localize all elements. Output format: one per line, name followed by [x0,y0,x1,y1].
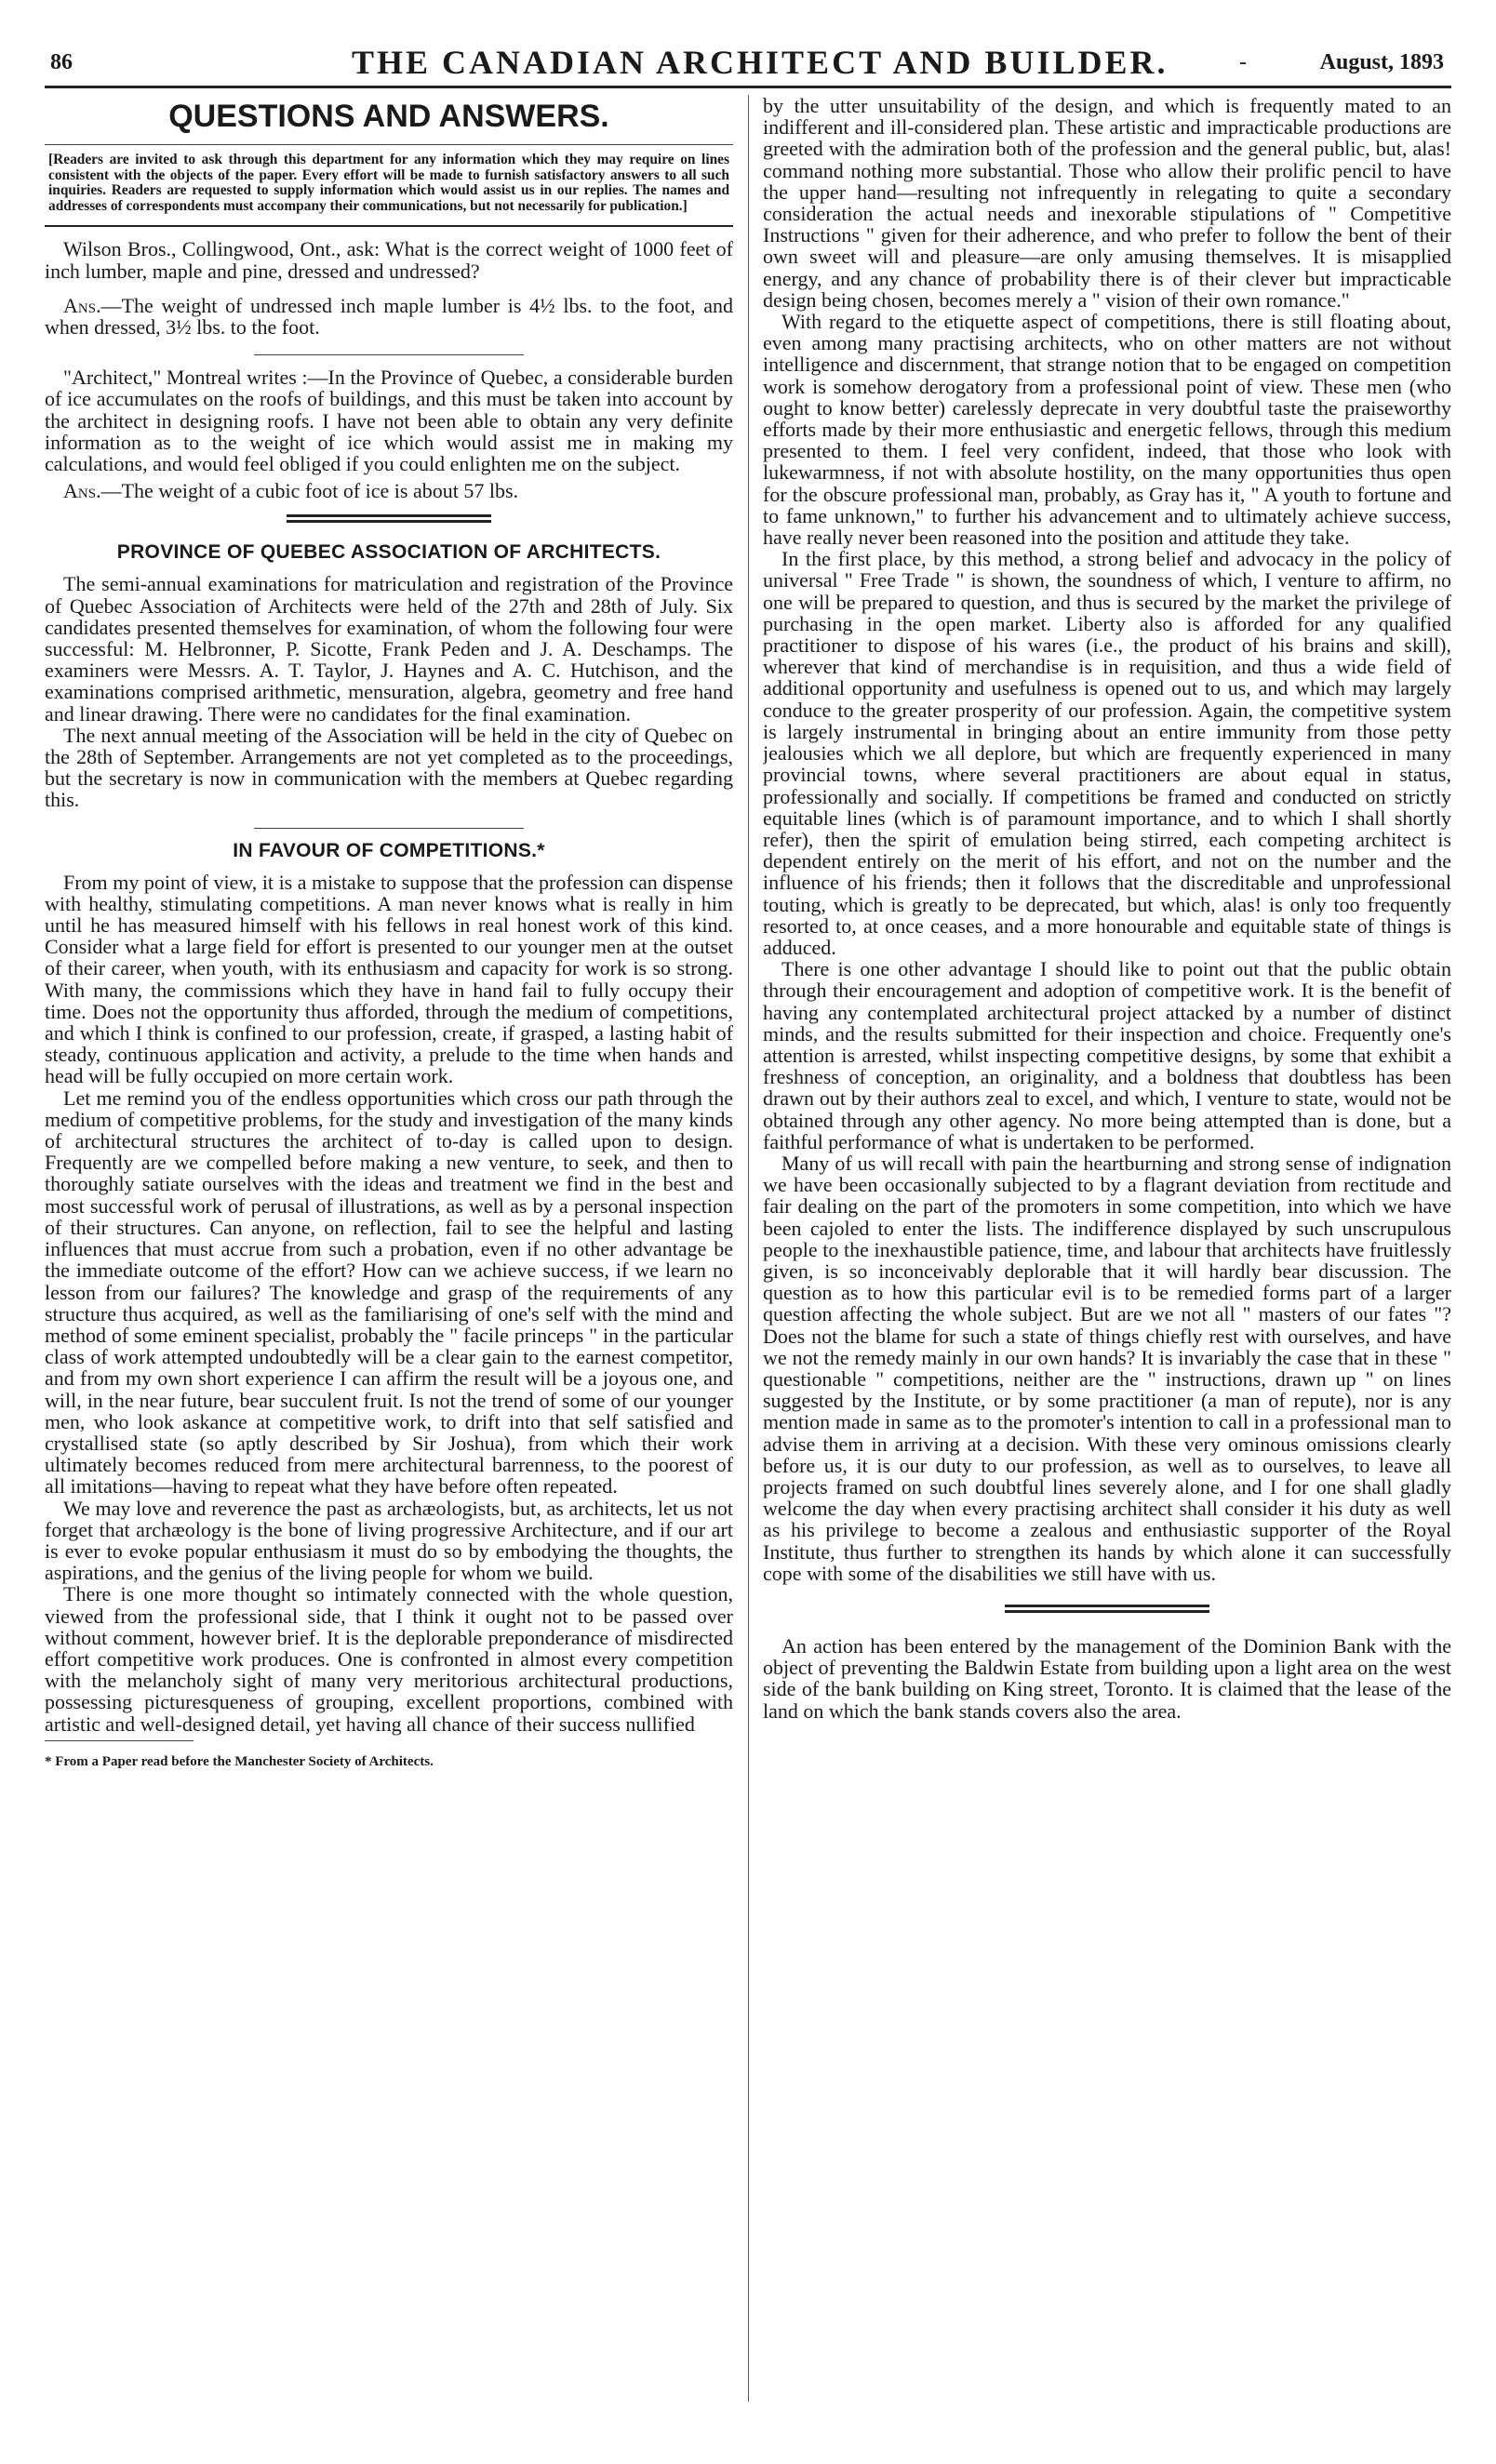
masthead-rule [45,86,1451,88]
header-separator: - [1239,50,1247,74]
competitions-section-title: IN FAVOUR OF COMPETITIONS.* [233,839,545,861]
competitions-paragraph: There is one more thought so intimately connected with the whole question, viewed from the professional side, that I think it ought not to be passed over without comment, however brief. It is the deplorable preponderance of misdirected effort competitive work produces. One is confronted in almost every competition with the melancholy sight of many very meritorious architectural productions, possessing picturesqueness of grouping, excellent proportions, combined with artistic and well-designed detail, yet having all chance of their success nullified [45,1582,733,1736]
competitions-continued-paragraph: Many of us will recall with pain the heartburning and strong sense of indignation we have been occasionally subjected to by a flagrant deviation from rectitude and fair dealing on the part of the promoters in some competition, into which we have been cajoled to enter the lists. The indifference displayed by such unscrupulous people to the inexhaustible patience, time, and labour that architects have fruitlessly given, is so inconceivably deplorable that it will hardly bear discussion. The question as to how this particular evil is to be remedied forms part of a larger question affecting the whole subject. But are we not all " masters of our fates "? Does not the blame for such a state of things chiefly rest with ourselves, and have we not the remedy mainly in our own hands? It is invariably the case that in these " questionable " competitions, neither are the " instructions, drawn up " on lines suggested by the Institute, or by some practitioner (a man of repute), nor is any mention made in same as to the promoter's intention to call in a professional man to advise them in arriving at a decision. With these very ominous omissions clearly before us, it is our duty to our profession, as well as to ourselves, to leave all projects framed on such doubtful lines severely alone, and I for one shall gladly welcome the day when every practising architect shall consider it his duty as well as his privilege to become a zealous and enthusiastic supporter of the Royal Institute, thus further to strengthen its hands by which alone it can successfully cope with some of the disabilities we still have with us. [763,1151,1451,1585]
masthead [45,39,1451,86]
bank-news-item: An action has been entered by the management of the Dominion Bank with the object of preventing the Baldwin Estate from building upon a light area on the west side of the bank building on King street, Toronto. It is claimed that the lease of the land on which the bank stands covers also the area. [763,1634,1451,1723]
double-rule [287,514,491,523]
competitions-continued-paragraph: There is one other advantage I should like to point out that the public obtain through their encouragement and adoption of competitive work. It is the benefit of having any contemplated architectural project attacked by a number of distinct minds, and the results submitted for their inspection and choice. Frequently one's attention is arrested, whilst inspecting competitive designs, by some that exhibit a freshness of conception, an originality, and a boldness that doubtless has been drawn out by their authors zeal to excel, and which, I venture to state, would not be obtained through any other agency. No more being attempted than is done, but a faithful performance of what is undertaken to be performed. [763,957,1451,1153]
left-column [45,95,733,2411]
answer-text: —The weight of undressed inch maple lumber is 4½ lbs. to the foot, and when dressed, 3½ lbs. to the foot. [45,293,733,339]
qa-answer-2 [45,480,733,501]
issue-date: August, 1893 [1319,50,1444,74]
competitions-continued-paragraph: With regard to the etiquette aspect of competitions, there is still floating about, even among many practising architects, who on other matters are not without intelligence and discernment, that strange notion that to be engaged on competition work is somehow derogatory from a professional point of view. These men (who ought to know better) carelessly deprecate in very doubtful taste the praiseworthy efforts made by their more enthusiastic and energetic fellows, through this medium presented to them. I feel very confident, indeed, that those who look with lukewarmness, if not with absolute hostility, on the many opportunities thus open for the obscure professional man, probably, as Gray has it, " A youth to fortune and to fame unknown," to further his advancement and to ultimately achieve success, have really never been reasoned into the position and attitude they take. [763,310,1451,550]
footnote: * From a Paper read before the Manchester Society of Architects. [45,1753,434,1769]
quebec-paragraph: The next annual meeting of the Association will be held in the city of Quebec on the 28th of September. Arrangements are not yet completed as to the proceedings, but the secretary is now in communication with the members at Quebec regarding this. [45,723,733,812]
page-number: 86 [50,50,73,74]
answer-label: Ans. [63,293,101,317]
quebec-section-title: PROVINCE OF QUEBEC ASSOCIATION OF ARCHITECTS. [116,541,661,564]
divider [254,354,524,355]
journal-title: THE CANADIAN ARCHITECT AND BUILDER. [352,44,1169,81]
qa-editor-note: [Readers are invited to ask through this department for any information which they may require on lines consistent with the objects of the paper. Every effort will be made to furnish satisfactory answers to all such inquiries. Readers are requested to supply information which would assist us in our replies. The names and addresses of correspondents must accompany their communications, but not necessarily for publication.] [48,152,729,214]
qa-section-title: QUESTIONS AND ANSWERS. [168,99,609,134]
quebec-paragraph: The semi-annual examinations for matriculation and registration of the Province of Quebec Association of Architects were held of the 27th and 28th of July. Six candidates presented themselves for examination, of whom the following four were successful: M. Helbronner, P. Sicotte, Frank Peden and J. A. Deschamps. The examiners were Messrs. A. T. Taylor, J. Haynes and A. C. Hutchison, and the examinations comprised arithmetic, mensuration, algebra, geometry and free hand and linear drawing. There were no candidates for the final examination. [45,572,733,726]
competitions-paragraph: We may love and reverence the past as archæologists, but, as architects, let us not forget that archæology is the bone of living progressive Architecture, and if our art is ever to evoke popular enthusiasm it must do so by embodying the thoughts, the aspirations, and the genius of the living people for whom we build. [45,1496,733,1585]
footnote-rule [45,1740,194,1741]
competitions-continued-paragraph: In the first place, by this method, a strong belief and advocacy in the policy of universal " Free Trade " is shown, the soundness of which, I venture to affirm, no one will be prepared to question, and thus is secured by the market the privilege of purchasing in the open market. Liberty also is afforded for any qualified practitioner to dispose of his wares (i.e., the product of his brains and skill), wherever that kind of merchandise is in requisition, and thus a wide field of additional opportunity and usefulness is opened out to us, and which may largely conduce to the greater prosperity of our profession. Again, the competitive system is largely instrumental in bringing about an entire immunity from those petty jealousies which we all deplore, but which are frequently experienced in many provincial towns, where several practitioners are about equal in status, professionally and socially. If competitions be framed and conducted on strictly equitable lines (which is of paramount importance, and to which I shall shortly refer), then the spirit of emulation being stirred, each competing architect is dependent entirely on the merit of his effort, and not on the number and the influence of his friends; then it follows that the discreditable and unprofessional touting, which is greatly to be deprecated, but which, alas! is only too frequently resorted to, at once ceases, and a more honourable and equitable state of things is adduced. [763,547,1451,959]
divider [254,828,524,829]
qa-answer-1 [45,295,733,338]
column-divider [748,95,749,2402]
competitions-paragraph: Let me remind you of the endless opportunities which cross our path through the medium of competitive problems, for the study and investigation of the many kinds of architectural structures the architect of to-day is called upon to design. Frequently are we compelled before making a new venture, to seek, and then to thoroughly satiate ourselves with the ideas and treatment we find in the best and most successful work of perusal of illustrations, as well as by a personal inspection of their structures. Can anyone, on reflection, fail to see the helpful and lasting influences that must accrue from such a probation, even if no other advantage be the immediate outcome of the effort? How can we achieve success, if we learn no lesson from our failures? The knowledge and grasp of the requirements of any structure thus acquired, as well as the familiarising of one's self with the mind and method of some eminent specialist, probably the " facile princeps " in the particular class of work attempted undoubtedly will be a clear gain to the earnest competitor, and from my own short experience I can affirm the result will be a joyous one, and will, in the near future, bear succulent fruit. Is not the trend of some of our younger men, who look askance at competitive work, to drift into that self satisfied and crystallised state (so aptly described by Sir Joshua), from which their work ultimately becomes reduced from mere architectural barrenness, to the poorest of all imitations—having to repeat what they have before often repeated. [45,1085,733,1498]
divider [45,144,733,145]
divider [45,225,733,227]
answer-text: —The weight of a cubic foot of ice is about 57 lbs. [100,479,519,503]
qa-question-1: Wilson Bros., Collingwood, Ont., ask: What is the correct weight of 1000 feet of inch lumber, maple and pine, dressed and undressed? [45,237,733,283]
newspaper-page [45,39,1451,2420]
competitions-continued-paragraph: by the utter unsuitability of the design, and which is frequently mated to an indifferent and ill-considered plan. These artistic and impracticable productions are greeted with the admiration both of the profession and the general public, but, alas! command nothing more substantial. Those who allow their prolific pencil to have the upper hand—resulting not infrequently in relegating to quite a secondary consideration the actual needs and inexorable stipulations of " Competitive Instructions " given for their adherence, and who prefer to follow the bent of their own sweet will and pleasure—are only amusing themselves. It is misapplied energy, and any chance of probability there is of their clever but impracticable design being chosen, becomes merely a " vision of their own romance." [763,95,1451,312]
competitions-paragraph: From my point of view, it is a mistake to suppose that the profession can dispense with healthy, stimulating competitions. A man never knows what is really in him until he has measured himself with his fellows in real honest work of this kind. Consider what a large field for effort is presented to our younger men at the outset of their career, when youth, with its enthusiasm and capacity for work is so strong. With many, the commissions which they have in hand fail to fully occupy their time. Does not the opportunity thus afforded, through the medium of competitions, and which I think is confined to our profession, create, if grasped, a lasting habit of steady, continuous application and activity, a prelude to the time when hands and head will be fully occupied on more certain work. [45,870,733,1088]
answer-label: Ans. [63,479,101,503]
double-rule [1005,1605,1209,1613]
right-column [763,95,1451,2411]
qa-question-2: "Architect," Montreal writes :—In the Province of Quebec, a considerable burden of ice accumulates on the roofs of buildings, and this must be taken into account by the architect in designing roofs. I have not been able to obtain any very definite information as to the weight of ice which would assist me in making my calculations, and would feel obliged if you could enlighten me on the subject. [45,366,733,475]
